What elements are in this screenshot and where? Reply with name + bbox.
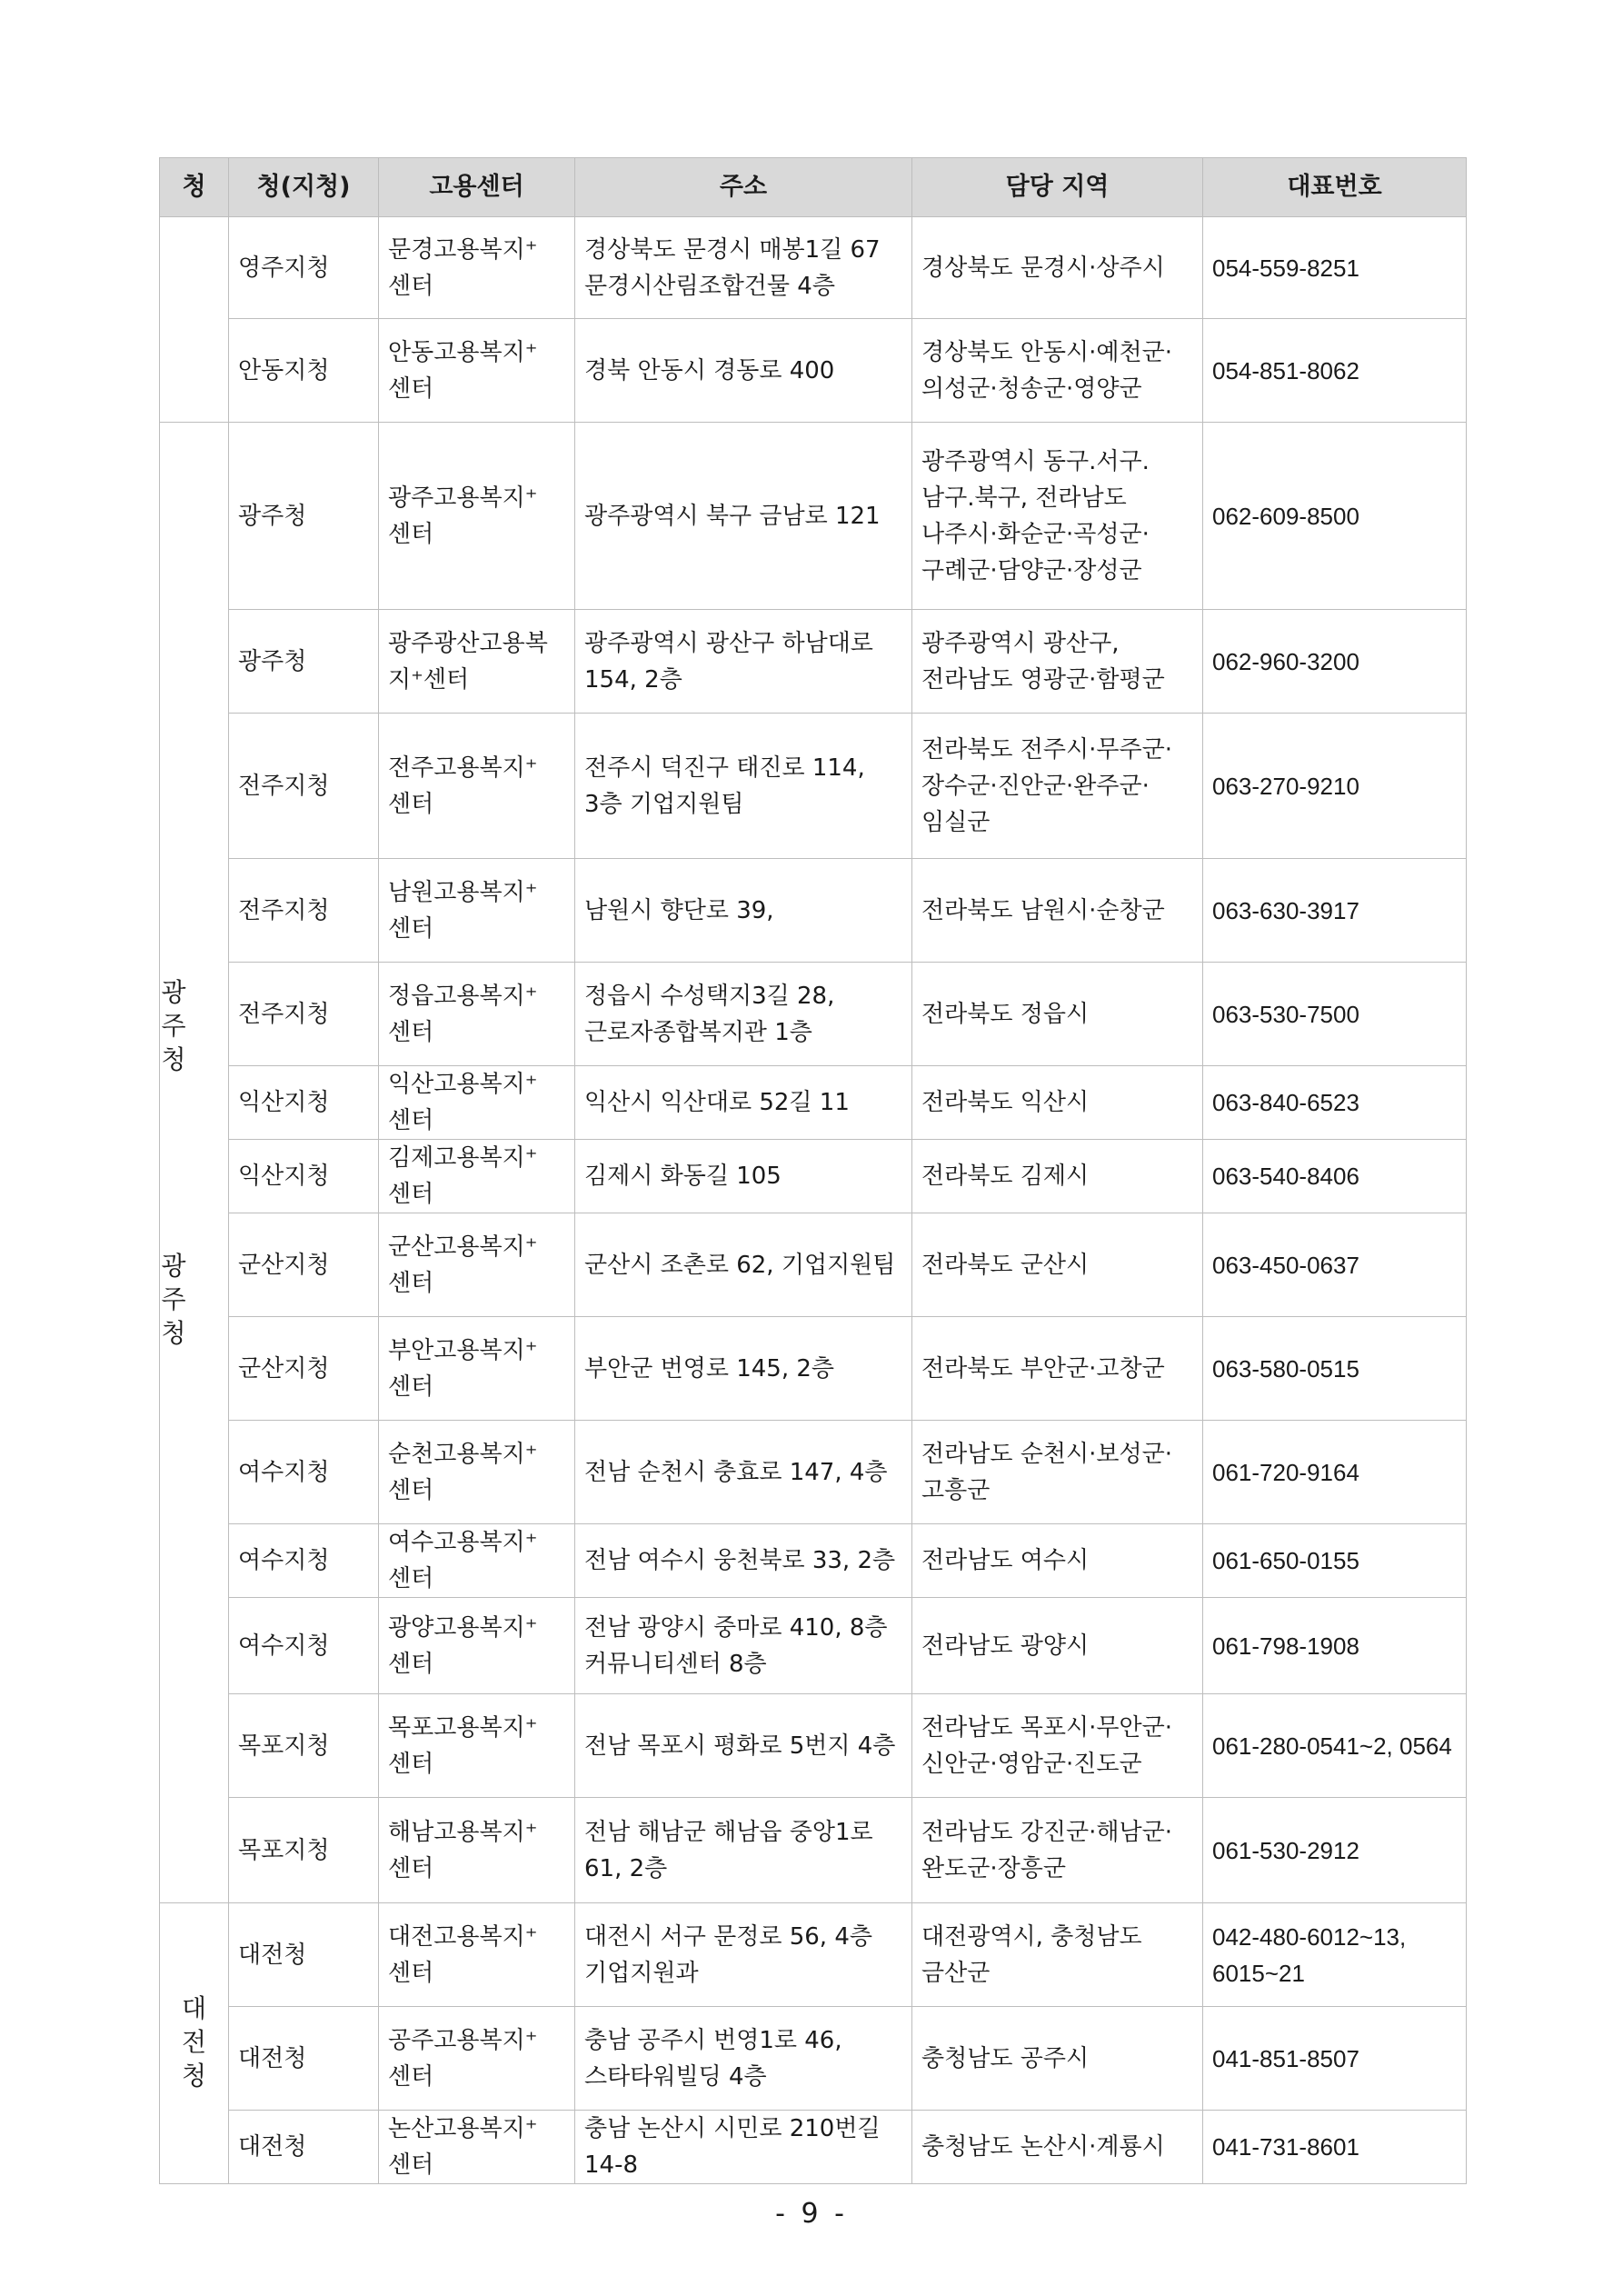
address-cell: 경북 안동시 경동로 400 — [575, 319, 912, 423]
header-region: 청 — [160, 158, 229, 217]
table-row — [160, 610, 1467, 714]
office-cell: 영주지청 — [229, 217, 379, 319]
table-row — [160, 2007, 1467, 2111]
office-cell: 익산지청 — [229, 1140, 379, 1213]
office-cell: 여수지청 — [229, 1598, 379, 1694]
office-cell: 대전청 — [229, 2111, 379, 2184]
table-row — [160, 1694, 1467, 1798]
area-cell: 광주광역시 광산구, 전라남도 영광군·함평군 — [912, 610, 1203, 714]
phone-cell: 041-731-8601 — [1203, 2111, 1467, 2184]
address-cell: 전주시 덕진구 태진로 114, 3층 기업지원팀 — [575, 714, 912, 859]
region-label-gwangju-a: 광주청 — [161, 977, 186, 1074]
address-cell: 경상북도 문경시 매봉1길 67 문경시산림조합건물 4층 — [575, 217, 912, 319]
page-number: - 9 - — [775, 2198, 848, 2230]
area-cell: 전라북도 군산시 — [912, 1213, 1203, 1317]
area-cell: 전라남도 목포시·무안군·신안군·영암군·진도군 — [912, 1694, 1203, 1798]
office-cell: 익산지청 — [229, 1066, 379, 1140]
office-cell: 광주청 — [229, 610, 379, 714]
address-cell: 남원시 향단로 39, — [575, 859, 912, 963]
header-address: 주소 — [575, 158, 912, 217]
address-cell: 김제시 화동길 105 — [575, 1140, 912, 1213]
center-cell: 공주고용복지⁺센터 — [379, 2007, 575, 2111]
table-row — [160, 1903, 1467, 2007]
address-cell: 부안군 번영로 145, 2층 — [575, 1317, 912, 1421]
header-area: 담당 지역 — [912, 158, 1203, 217]
table-row — [160, 1524, 1467, 1598]
phone-cell: 042-480-6012~13, 6015~21 — [1203, 1903, 1467, 2007]
phone-cell: 063-270-9210 — [1203, 714, 1467, 859]
phone-cell: 061-798-1908 — [1203, 1598, 1467, 1694]
table-row — [160, 423, 1467, 610]
region-cell-blank — [160, 217, 229, 423]
office-cell: 전주지청 — [229, 714, 379, 859]
area-cell: 전라남도 순천시·보성군·고흥군 — [912, 1421, 1203, 1524]
area-cell: 광주광역시 동구.서구.남구.북구, 전라남도 나주시·화순군·곡성군·구례군·담양군·장성군 — [912, 423, 1203, 610]
address-cell: 전남 여수시 웅천북로 33, 2층 — [575, 1524, 912, 1598]
region-cell-daejeon — [160, 1903, 229, 2184]
area-cell: 충청남도 공주시 — [912, 2007, 1203, 2111]
phone-cell: 061-650-0155 — [1203, 1524, 1467, 1598]
office-cell: 군산지청 — [229, 1317, 379, 1421]
center-cell: 익산고용복지⁺센터 — [379, 1066, 575, 1140]
phone-cell: 063-540-8406 — [1203, 1140, 1467, 1213]
phone-cell: 063-630-3917 — [1203, 859, 1467, 963]
header-phone: 대표번호 — [1203, 158, 1467, 217]
table-row — [160, 714, 1467, 859]
office-cell: 대전청 — [229, 2007, 379, 2111]
office-cell: 군산지청 — [229, 1213, 379, 1317]
table-row — [160, 319, 1467, 423]
center-cell: 여수고용복지⁺센터 — [379, 1524, 575, 1598]
area-cell: 전라남도 강진군·해남군·완도군·장흥군 — [912, 1798, 1203, 1903]
center-cell: 정읍고용복지⁺센터 — [379, 963, 575, 1066]
area-cell: 전라남도 광양시 — [912, 1598, 1203, 1694]
office-cell: 여수지청 — [229, 1421, 379, 1524]
address-cell: 대전시 서구 문정로 56, 4층 기업지원과 — [575, 1903, 912, 2007]
address-cell: 익산시 익산대로 52길 11 — [575, 1066, 912, 1140]
phone-cell: 061-720-9164 — [1203, 1421, 1467, 1524]
center-cell: 광양고용복지⁺센터 — [379, 1598, 575, 1694]
area-cell: 충청남도 논산시·계룡시 — [912, 2111, 1203, 2184]
address-cell: 광주광역시 북구 금남로 121 — [575, 423, 912, 610]
employment-center-table — [159, 157, 1467, 2184]
address-cell: 광주광역시 광산구 하남대로 154, 2층 — [575, 610, 912, 714]
table-row — [160, 1317, 1467, 1421]
center-cell: 안동고용복지⁺센터 — [379, 319, 575, 423]
center-cell: 대전고용복지⁺센터 — [379, 1903, 575, 2007]
office-cell: 안동지청 — [229, 319, 379, 423]
table-row — [160, 2111, 1467, 2184]
phone-cell: 062-960-3200 — [1203, 610, 1467, 714]
center-cell: 광주광산고용복지⁺센터 — [379, 610, 575, 714]
phone-cell: 063-530-7500 — [1203, 963, 1467, 1066]
office-cell: 전주지청 — [229, 963, 379, 1066]
header-center: 고용센터 — [379, 158, 575, 217]
table-header-row — [160, 158, 1467, 217]
center-cell: 부안고용복지⁺센터 — [379, 1317, 575, 1421]
phone-cell: 063-450-0637 — [1203, 1213, 1467, 1317]
phone-cell: 041-851-8507 — [1203, 2007, 1467, 2111]
center-cell: 군산고용복지⁺센터 — [379, 1213, 575, 1317]
header-office: 청(지청) — [229, 158, 379, 217]
center-cell: 김제고용복지⁺센터 — [379, 1140, 575, 1213]
phone-cell: 054-851-8062 — [1203, 319, 1467, 423]
center-cell: 광주고용복지⁺센터 — [379, 423, 575, 610]
region-label-daejeon: 대전청 — [181, 1993, 207, 2091]
table-row — [160, 859, 1467, 963]
address-cell: 전남 순천시 충효로 147, 4층 — [575, 1421, 912, 1524]
area-cell: 전라북도 남원시·순창군 — [912, 859, 1203, 963]
region-cell-gwangju — [160, 423, 229, 1903]
area-cell: 전라북도 전주시·무주군·장수군·진안군·완주군·임실군 — [912, 714, 1203, 859]
phone-cell: 061-530-2912 — [1203, 1798, 1467, 1903]
address-cell: 전남 목포시 평화로 5번지 4층 — [575, 1694, 912, 1798]
address-cell: 충남 공주시 번영1로 46, 스타타워빌딩 4층 — [575, 2007, 912, 2111]
region-label-gwangju-b: 광주청 — [161, 1251, 186, 1348]
table-row — [160, 1140, 1467, 1213]
office-cell: 목포지청 — [229, 1694, 379, 1798]
center-cell: 순천고용복지⁺센터 — [379, 1421, 575, 1524]
area-cell: 대전광역시, 충청남도 금산군 — [912, 1903, 1203, 2007]
area-cell: 전라북도 김제시 — [912, 1140, 1203, 1213]
office-cell: 여수지청 — [229, 1524, 379, 1598]
phone-cell: 063-580-0515 — [1203, 1317, 1467, 1421]
center-cell: 목포고용복지⁺센터 — [379, 1694, 575, 1798]
phone-cell: 062-609-8500 — [1203, 423, 1467, 610]
phone-cell: 063-840-6523 — [1203, 1066, 1467, 1140]
table-row — [160, 1798, 1467, 1903]
table-row — [160, 1066, 1467, 1140]
office-cell: 광주청 — [229, 423, 379, 610]
address-cell: 충남 논산시 시민로 210번길 14-8 — [575, 2111, 912, 2184]
center-cell: 남원고용복지⁺센터 — [379, 859, 575, 963]
table-row — [160, 963, 1467, 1066]
area-cell: 경상북도 문경시·상주시 — [912, 217, 1203, 319]
center-cell: 전주고용복지⁺센터 — [379, 714, 575, 859]
address-cell: 전남 해남군 해남읍 중앙1로 61, 2층 — [575, 1798, 912, 1903]
center-cell: 논산고용복지⁺센터 — [379, 2111, 575, 2184]
table-row — [160, 1598, 1467, 1694]
area-cell: 전라북도 익산시 — [912, 1066, 1203, 1140]
area-cell: 전라남도 여수시 — [912, 1524, 1203, 1598]
office-cell: 전주지청 — [229, 859, 379, 963]
table-row — [160, 217, 1467, 319]
office-cell: 목포지청 — [229, 1798, 379, 1903]
office-cell: 대전청 — [229, 1903, 379, 2007]
phone-cell: 054-559-8251 — [1203, 217, 1467, 319]
center-cell: 해남고용복지⁺센터 — [379, 1798, 575, 1903]
table-row — [160, 1421, 1467, 1524]
center-cell: 문경고용복지⁺센터 — [379, 217, 575, 319]
area-cell: 전라북도 부안군·고창군 — [912, 1317, 1203, 1421]
area-cell: 전라북도 정읍시 — [912, 963, 1203, 1066]
address-cell: 군산시 조촌로 62, 기업지원팀 — [575, 1213, 912, 1317]
phone-cell: 061-280-0541~2, 0564 — [1203, 1694, 1467, 1798]
table-row — [160, 1213, 1467, 1317]
address-cell: 전남 광양시 중마로 410, 8층 커뮤니티센터 8층 — [575, 1598, 912, 1694]
area-cell: 경상북도 안동시·예천군·의성군·청송군·영양군 — [912, 319, 1203, 423]
address-cell: 정읍시 수성택지3길 28, 근로자종합복지관 1층 — [575, 963, 912, 1066]
